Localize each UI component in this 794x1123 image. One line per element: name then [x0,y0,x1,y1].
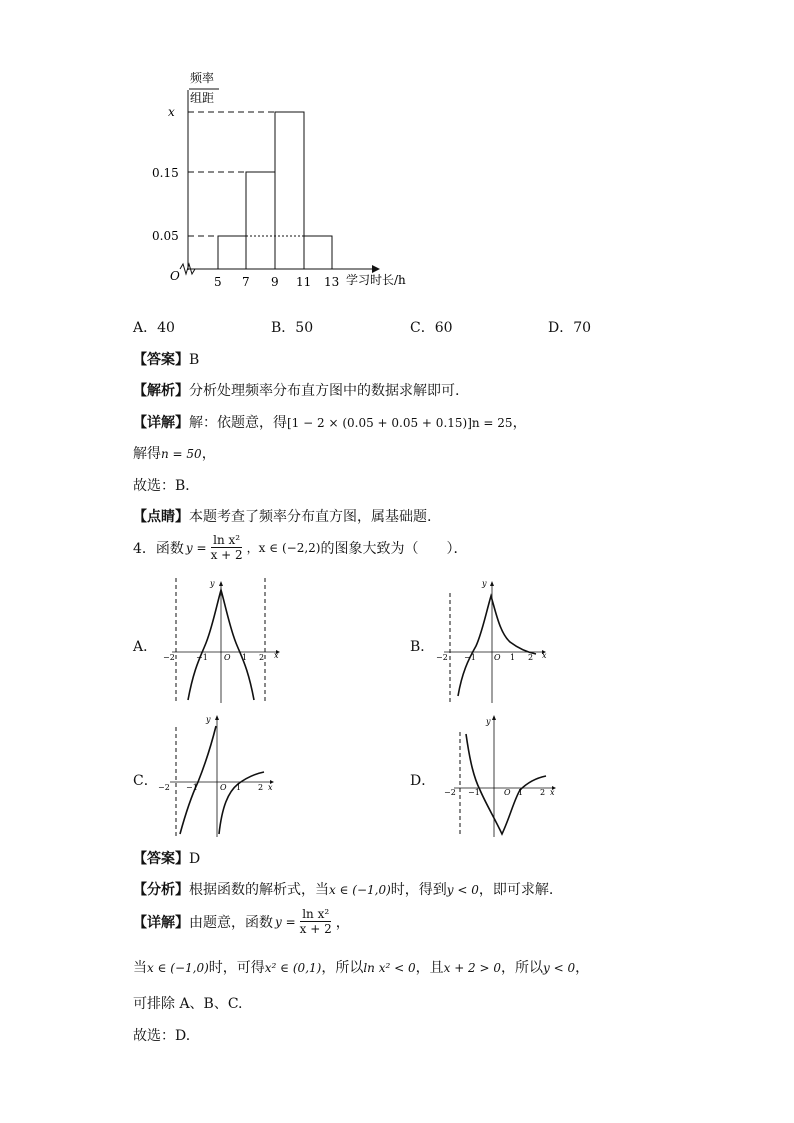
svg-text:O: O [220,783,227,792]
bar-9-11 [275,112,304,269]
q3-option-d: D．70 [548,320,592,336]
x-tick-11: 11 [296,275,312,289]
x-tick-5: 5 [214,275,222,289]
q4-label-a: A． [133,639,158,655]
svg-text:x: x [542,651,547,660]
q3-solve: 解得n = 50， [133,446,216,462]
svg-text:y: y [206,715,211,724]
y-tick-x: x [168,105,175,119]
q4-answer: 【答案】D [133,851,201,867]
svg-text:−2: −2 [444,788,456,797]
q4-label-d: D． [410,773,436,789]
q3-option-c: C．60 [410,320,453,336]
x-tick-13: 13 [324,275,340,289]
q3-choose: 故选：B． [133,478,200,494]
svg-text:2: 2 [258,783,264,792]
q4-exclude: 可排除 A、B、C. [133,996,243,1012]
svg-text:O: O [494,653,501,662]
svg-text:−1: −1 [186,783,198,792]
svg-text:1: 1 [518,788,524,797]
q3-option-b: B．50 [271,320,314,336]
q4-stem: 4．函数 y = $\frac{\text{ln x²}}{x + 2}$ ，x ∈ (−2,2) 的图象大致为（ ）． [133,533,468,562]
q3-analysis: 【解析】分析处理频率分布直方图中的数据求解即可. [133,383,460,399]
svg-text:x: x [274,651,279,660]
svg-text:y: y [482,579,487,588]
y-tick-015: 0.15 [152,166,179,180]
origin-label: O [170,269,180,283]
svg-text:−2: −2 [158,783,170,792]
svg-text:−1: −1 [196,653,208,662]
svg-text:−2: −2 [436,653,448,662]
x-tick-7: 7 [242,275,250,289]
x-axis-label: 学习时长/h [346,273,406,287]
svg-text:−1: −1 [464,653,476,662]
bar-7-9 [246,172,275,269]
q3-detail: 【详解】解：依题意，得[1 − 2 × (0.05 + 0.05 + 0.15)]n = 25， [133,415,527,431]
svg-text:y: y [210,579,215,588]
q4-label-c: C． [133,773,158,789]
bar-5-7 [218,236,246,269]
y-label-top: 频率 [190,71,215,85]
q4-analysis: 【分析】根据函数的解析式，当x ∈ (−1,0)时，得到y < 0，即可求解. [133,882,554,898]
y-label-bottom: 组距 [190,91,215,105]
x-tick-9: 9 [271,275,279,289]
q3-option-a: A．40 [133,320,175,336]
svg-text:x: x [268,783,273,792]
q4-label-b: B． [410,639,435,655]
svg-text:−2: −2 [163,653,175,662]
bar-11-13 [304,236,332,269]
graph-a [158,578,283,703]
q4-detail: 【详解】 由题意，函数 y = $\frac{\text{ln x²}}{x + 2}$ ， [133,907,350,936]
svg-text:O: O [504,788,511,797]
svg-text:x: x [550,788,555,797]
svg-text:1: 1 [242,653,248,662]
svg-text:−1: −1 [468,788,480,797]
q3-comment: 【点睛】本题考查了频率分布直方图，属基础题. [133,509,432,525]
graph-d [440,712,565,837]
q4-choose: 故选：D. [133,1028,191,1044]
y-tick-005: 0.05 [152,229,179,243]
svg-text:2: 2 [540,788,546,797]
svg-text:y: y [486,717,491,726]
graph-b [430,578,555,703]
frequency-histogram [150,60,440,295]
svg-text:1: 1 [510,653,516,662]
svg-text:2: 2 [259,653,265,662]
q4-reason: 当x ∈ (−1,0)时，可得x² ∈ (0,1)，所以ln x² < 0，且x + 2 > 0，所以y < 0， [133,960,590,976]
q3-answer: 【答案】B [133,352,200,368]
svg-text:O: O [224,653,231,662]
svg-text:1: 1 [236,783,242,792]
graph-c [158,712,283,837]
svg-text:2: 2 [528,653,534,662]
